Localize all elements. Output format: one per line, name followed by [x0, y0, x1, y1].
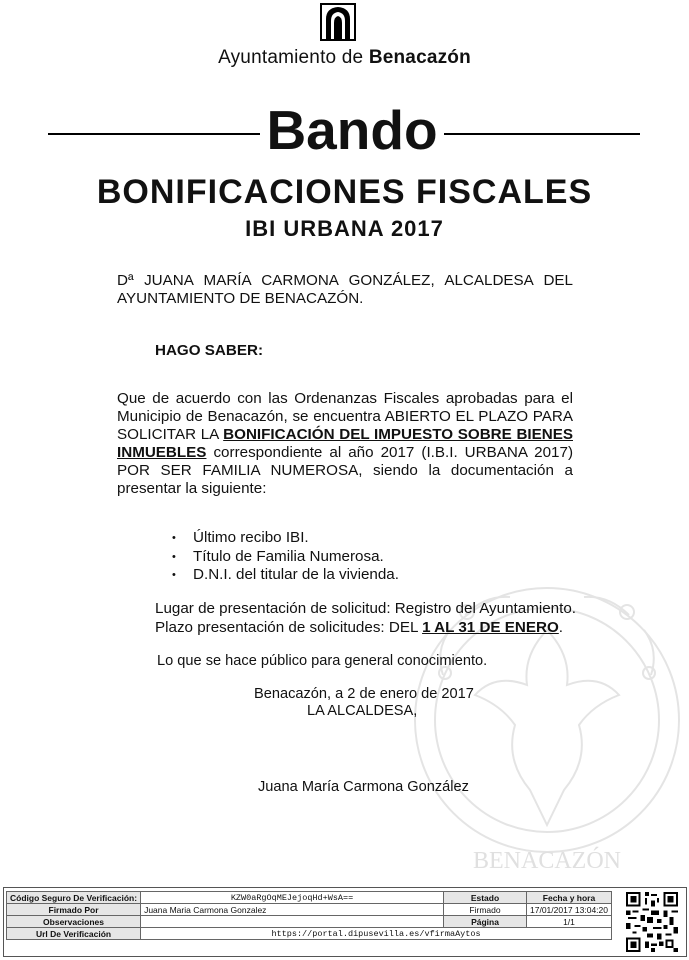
firmado-label: Firmado Por — [7, 904, 141, 916]
heading-rule-left — [48, 133, 260, 135]
list-item: • D.N.I. del titular de la vivienda. — [172, 566, 399, 585]
list-item: • Último recibo IBI. — [172, 529, 399, 548]
intro-paragraph: Dª JUANA MARÍA CARMONA GONZÁLEZ, ALCALDESA DEL AYUNTAMIENTO DE BENACAZÓN. — [117, 272, 573, 307]
fecha-label: Fecha y hora — [527, 892, 612, 904]
body-emphasis: BONIFICACIÓN DEL IMPUESTO SOBRE BIENES INMUEBLES — [117, 426, 573, 461]
codigo-value: KZW0aRgOqMEJejoqHd+WsA== — [141, 892, 444, 904]
verification-box — [3, 887, 687, 957]
list-item: • Título de Familia Numerosa. — [172, 548, 399, 567]
observaciones-value — [141, 916, 444, 928]
organization-town: Benacazón — [368, 47, 471, 68]
fecha-value: 17/01/2017 13:04:20 — [527, 904, 612, 916]
qr-code-icon — [626, 892, 678, 952]
date-block — [254, 686, 474, 720]
url-label: Url De Verificación — [7, 928, 141, 940]
heading-rule-right — [444, 133, 640, 135]
signer-name: Juana María Carmona González — [258, 779, 469, 795]
signer-title: LA ALCALDESA, — [307, 703, 418, 719]
submission-info — [155, 599, 576, 637]
document-title: BONIFICACIONES FISCALES — [96, 173, 593, 211]
arch-logo-icon — [320, 3, 356, 41]
bando-heading — [48, 96, 640, 164]
organization-name — [0, 47, 689, 69]
body-text-end: correspondiente al año 2017 (I.B.I. URBANA 2017) POR SER FAMILIA NUMEROSA, siendo la documentación a presentar la siguiente: — [117, 444, 573, 497]
body-paragraph — [117, 390, 573, 498]
submission-deadline — [155, 618, 576, 637]
seal-text: BENACAZÓN — [473, 848, 621, 874]
organization-prefix: Ayuntamiento de — [218, 47, 364, 68]
pagina-value: 1/1 — [527, 916, 612, 928]
verification-table — [6, 891, 612, 940]
public-notice-line: Lo que se hace público para general conocimiento. — [157, 653, 488, 669]
submission-place: Lugar de presentación de solicitud: Registro del Ayuntamiento. — [155, 600, 577, 617]
firmado-value: Juana Maria Carmona Gonzalez — [141, 904, 444, 916]
place-date: Benacazón, a 2 de enero de 2017 — [254, 686, 474, 702]
url-value[interactable]: https://portal.dipusevilla.es/vfirmaAytos — [141, 928, 612, 940]
deadline-suffix: . — [558, 619, 564, 636]
pagina-label: Página — [444, 916, 527, 928]
hago-saber-heading: HAGO SABER: — [155, 342, 264, 359]
documents-list — [172, 529, 399, 585]
document-subtitle: IBI URBANA 2017 — [245, 216, 444, 241]
estado-label: Estado — [444, 892, 527, 904]
body-text-start: Que de acuerdo con las Ordenanzas Fiscales aprobadas para el Municipio de Benacazón, se encuentra ABIERTO EL PLAZO PARA SOLICITAR LA — [117, 390, 573, 443]
deadline-prefix: Plazo presentación de solicitudes: DEL — [155, 619, 423, 636]
estado-value: Firmado — [444, 904, 527, 916]
observaciones-label: Observaciones — [7, 916, 141, 928]
codigo-label: Código Seguro De Verificación: — [7, 892, 141, 904]
deadline-dates: 1 AL 31 DE ENERO — [422, 619, 559, 636]
bando-title: Bando — [266, 99, 438, 161]
